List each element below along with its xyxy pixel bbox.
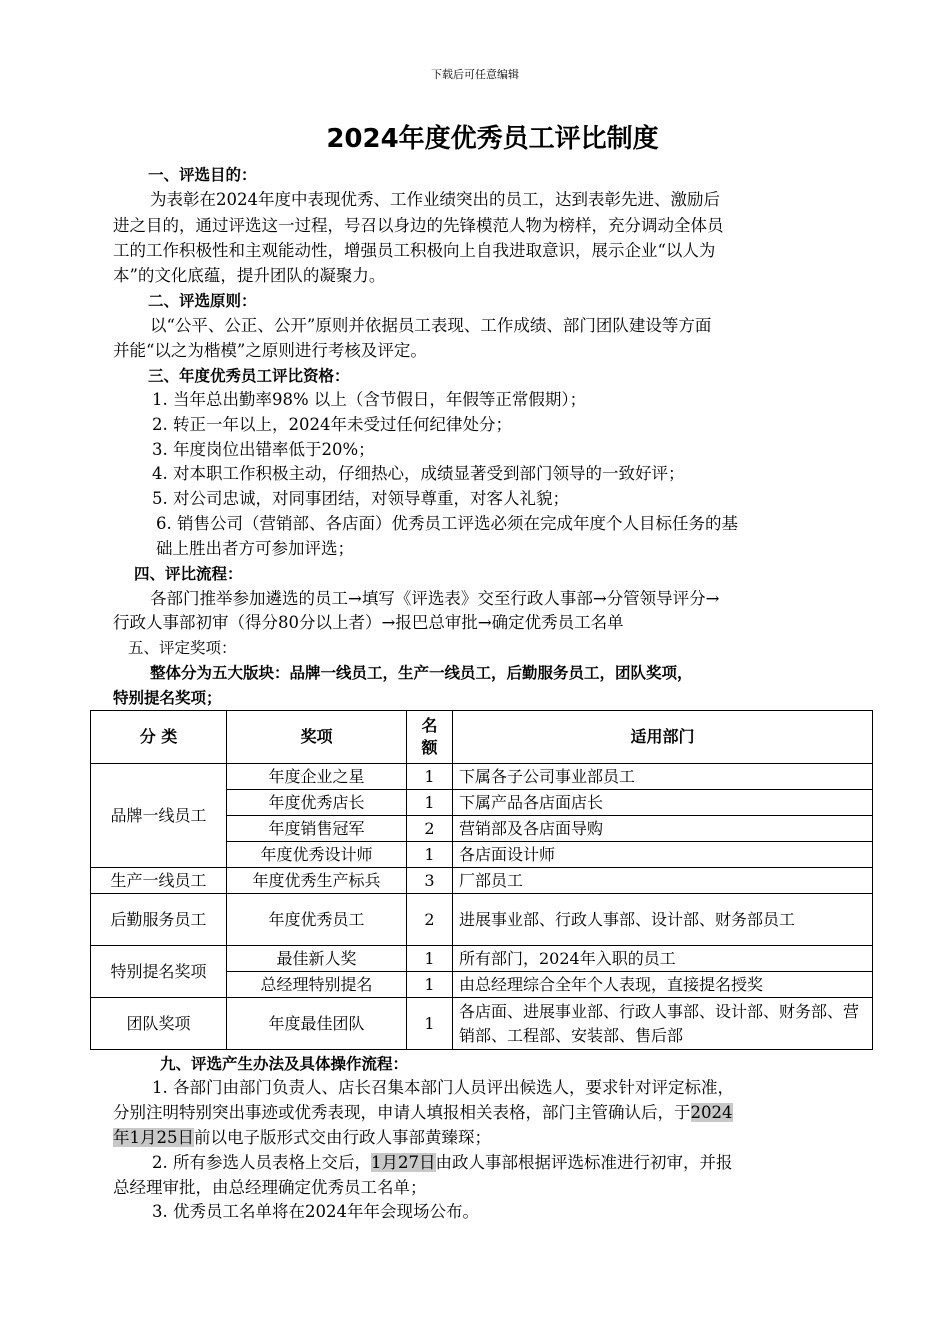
table-header-row xyxy=(91,711,873,764)
section-4-line: 各部门推举参加遴选的员工→填写《评选表》交至行政人事部→分管领导评分→ xyxy=(150,589,720,608)
section-5-summary: 特别提名奖项； xyxy=(113,689,222,707)
quota-cell: 1 xyxy=(407,764,453,790)
award-cell: 最佳新人奖 xyxy=(227,946,407,972)
group-cell: 后勤服务员工 xyxy=(91,894,227,946)
procedure-line xyxy=(152,1151,733,1175)
group-cell: 品牌一线员工 xyxy=(91,764,227,868)
section-1-line: 进之目的，通过评选这一过程，号召以身边的先锋模范人物为榜样，充分调动全体员 xyxy=(113,216,724,235)
header-category: 分 类 xyxy=(91,711,227,764)
quota-cell: 1 xyxy=(407,790,453,816)
section-1-heading: 一、评选目的： xyxy=(148,166,257,184)
procedure-line: 3. 优秀员工名单将在2024年年会现场公布。 xyxy=(152,1202,479,1221)
section-9-heading: 九、评选产生办法及具体操作流程： xyxy=(160,1055,409,1073)
qualification-item: 5. 对公司忠诚，对同事团结，对领导尊重，对客人礼貌； xyxy=(152,489,569,508)
section-3-heading: 三、年度优秀员工评比资格： xyxy=(148,367,350,385)
quota-cell: 2 xyxy=(407,894,453,946)
section-2-line: 以“公平、公正、公开”原则并依据员工表现、工作成绩、部门团队建设等方面 xyxy=(150,316,712,335)
document-title: 2024年度优秀员工评比制度 xyxy=(326,124,659,154)
dept-cell: 下属产品各店面店长 xyxy=(453,790,873,816)
procedure-line: 总经理审批，由总经理确定优秀员工名单； xyxy=(113,1178,427,1197)
section-5-heading: 五、评定奖项： xyxy=(128,639,237,657)
award-cell: 总经理特别提名 xyxy=(227,972,407,998)
procedure-line xyxy=(113,1126,491,1150)
procedure-line: 1. 各部门由部门负责人、店长召集本部门人员评出候选人，要求针对评定标准， xyxy=(152,1078,734,1097)
dept-cell: 厂部员工 xyxy=(453,868,873,894)
dept-cell: 各店面设计师 xyxy=(453,842,873,868)
deadline-date-highlight: 2024 xyxy=(690,1103,733,1122)
dept-cell: 由总经理综合全年个人表现，直接提名授奖 xyxy=(453,972,873,998)
table-row xyxy=(91,946,873,972)
deadline-date-highlight: 年1月25日 xyxy=(113,1128,194,1147)
procedure-line xyxy=(113,1101,733,1125)
qualification-item: 1. 当年总出勤率98% 以上（含节假日，年假等正常假期）； xyxy=(152,390,587,409)
qualification-item: 6. 销售公司（营销部、各店面）优秀员工评选必须在完成年度个人目标任务的基 xyxy=(156,514,738,533)
award-cell: 年度最佳团队 xyxy=(227,998,407,1050)
award-cell: 年度优秀生产标兵 xyxy=(227,868,407,894)
header-award: 奖项 xyxy=(227,711,407,764)
table-row xyxy=(91,998,873,1050)
section-4-line: 行政人事部初审（得分80分以上者）→报巴总审批→确定优秀员工名单 xyxy=(113,613,624,632)
qualification-item: 3. 年度岗位出错率低于20%； xyxy=(152,440,375,459)
procedure-text: 分别注明特别突出事迹或优秀表现，申请人填报相关表格，部门主管确认后，于 xyxy=(113,1103,691,1122)
dept-cell: 各店面、进展事业部、行政人事部、设计部、财务部、营销部、工程部、安装部、售后部 xyxy=(453,998,873,1050)
header-note: 下载后可任意编辑 xyxy=(431,68,519,81)
qualification-item: 2. 转正一年以上，2024年未受过任何纪律处分； xyxy=(152,415,512,434)
section-1-line: 本”的文化底蕴，提升团队的凝聚力。 xyxy=(113,266,386,285)
review-date-highlight: 1月27日 xyxy=(371,1153,436,1172)
section-1-line: 为表彰在2024年度中表现优秀、工作业绩突出的员工，达到表彰先进、激励后 xyxy=(150,190,720,209)
awards-table xyxy=(90,710,873,1050)
procedure-text: 由政人事部根据评选标准进行初审，并报 xyxy=(435,1153,733,1172)
quota-cell: 1 xyxy=(407,998,453,1050)
quota-cell: 3 xyxy=(407,868,453,894)
quota-cell: 2 xyxy=(407,816,453,842)
award-cell: 年度优秀员工 xyxy=(227,894,407,946)
section-5-summary: 整体分为五大版块：品牌一线员工，生产一线员工，后勤服务员工，团队奖项， xyxy=(150,664,693,682)
dept-cell: 下属各子公司事业部员工 xyxy=(453,764,873,790)
header-dept: 适用部门 xyxy=(453,711,873,764)
award-cell: 年度企业之星 xyxy=(227,764,407,790)
dept-cell: 营销部及各店面导购 xyxy=(453,816,873,842)
quota-cell: 1 xyxy=(407,972,453,998)
dept-cell: 所有部门，2024年入职的员工 xyxy=(453,946,873,972)
section-4-heading: 四、评比流程： xyxy=(134,565,243,583)
qualification-item: 础上胜出者方可参加评选； xyxy=(156,539,354,558)
group-cell: 特别提名奖项 xyxy=(91,946,227,998)
header-quota: 名 额 xyxy=(407,711,453,764)
table-row xyxy=(91,894,873,946)
procedure-text: 前以电子版形式交由行政人事部黄臻琛； xyxy=(194,1128,491,1147)
qualification-item: 4. 对本职工作积极主动，仔细热心，成绩显著受到部门领导的一致好评； xyxy=(152,464,685,483)
award-cell: 年度优秀设计师 xyxy=(227,842,407,868)
group-cell: 生产一线员工 xyxy=(91,868,227,894)
award-cell: 年度销售冠军 xyxy=(227,816,407,842)
procedure-text: 2. 所有参选人员表格上交后， xyxy=(152,1153,371,1172)
dept-cell: 进展事业部、行政人事部、设计部、财务部员工 xyxy=(453,894,873,946)
table-row xyxy=(91,764,873,790)
table-row xyxy=(91,868,873,894)
section-2-line: 并能“以之为楷模”之原则进行考核及评定。 xyxy=(113,341,427,360)
group-cell: 团队奖项 xyxy=(91,998,227,1050)
quota-cell: 1 xyxy=(407,842,453,868)
award-cell: 年度优秀店长 xyxy=(227,790,407,816)
quota-cell: 1 xyxy=(407,946,453,972)
section-2-heading: 二、评选原则： xyxy=(148,292,257,310)
section-1-line: 工的工作积极性和主观能动性，增强员工积极向上自我进取意识，展示企业“以人为 xyxy=(113,241,716,260)
